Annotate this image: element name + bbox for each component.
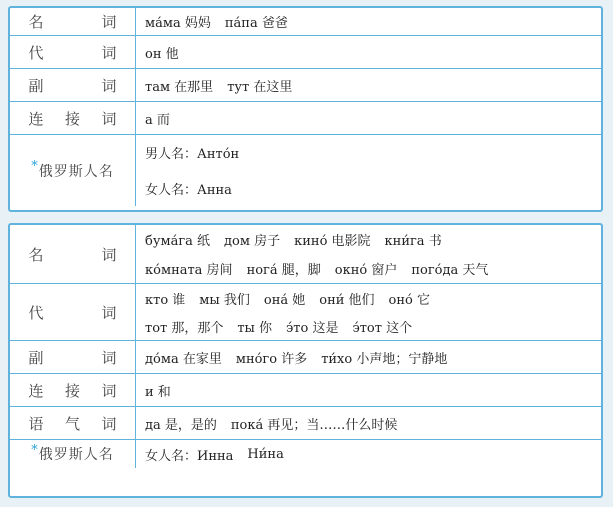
label-char: 词	[101, 414, 117, 433]
vocabulary-content	[136, 36, 601, 68]
part-of-speech-label	[10, 341, 136, 373]
table-row	[10, 284, 601, 341]
vocabulary-entry: до́ма 在家里	[145, 351, 222, 367]
vocabulary-line	[145, 407, 601, 439]
part-of-speech-label	[10, 36, 136, 68]
label-char: 名	[28, 245, 44, 264]
label-char: 连	[28, 109, 44, 128]
vocabulary-entry: мы 我们	[199, 292, 250, 308]
label-char: 代	[28, 43, 44, 62]
label-char: 词	[101, 76, 117, 95]
vocabulary-line	[145, 135, 601, 171]
vocabulary-line	[145, 171, 601, 207]
table-row	[10, 8, 601, 36]
label-char: 接	[64, 381, 80, 400]
label-char: 连	[28, 381, 44, 400]
vocabulary-line	[145, 284, 601, 312]
table-row	[10, 407, 601, 440]
vocabulary-entry: тот 那，那个	[145, 320, 224, 336]
vocabulary-entry: мно́го 许多	[235, 351, 308, 367]
asterisk-mark: *	[31, 442, 38, 458]
table-row	[10, 341, 601, 374]
label-text: 俄罗斯人名	[38, 163, 114, 180]
vocabulary-entry: ти́хо 小声地；宁静地	[321, 351, 448, 367]
asterisk-mark: *	[31, 159, 38, 174]
vocabulary-entry: 女人名：Анна	[145, 182, 232, 198]
label-char: 副	[28, 348, 44, 367]
vocabulary-entry: да 是，是的	[145, 417, 217, 433]
part-of-speech-label	[10, 69, 136, 101]
part-of-speech-label	[10, 225, 136, 283]
vocabulary-content	[136, 440, 601, 468]
vocabulary-entry: оно́ 它	[388, 292, 430, 308]
vocabulary-content	[136, 225, 601, 283]
vocabulary-line	[145, 312, 601, 340]
table-row	[10, 69, 601, 102]
vocabulary-entry: кни́га 书	[384, 234, 442, 249]
label-char: 词	[101, 245, 117, 264]
vocabulary-line	[145, 36, 601, 68]
vocabulary-content	[136, 407, 601, 439]
table-row	[10, 374, 601, 407]
vocabulary-line	[145, 225, 601, 254]
vocabulary-entry: э́тот 这个	[352, 320, 413, 336]
vocabulary-entry: 女人名：Инна	[145, 448, 234, 464]
label-char: 词	[101, 13, 117, 31]
table-row	[10, 440, 601, 468]
label-char: 词	[101, 381, 117, 400]
vocabulary-line	[145, 8, 601, 35]
vocabulary-entry: пого́да 天气	[411, 263, 489, 278]
label-char: 词	[101, 43, 117, 62]
label-char: 词	[101, 348, 117, 367]
vocabulary-entry: они́ 他们	[319, 292, 375, 308]
vocabulary-entry: кто 谁	[145, 292, 186, 308]
vocabulary-content	[136, 341, 601, 373]
vocabulary-entry: окно́ 窗户	[334, 263, 398, 278]
vocabulary-entry: 男人名：Анто́н	[145, 147, 240, 163]
vocabulary-entry: нога́ 腿，脚	[246, 263, 321, 278]
part-of-speech-label	[10, 8, 136, 35]
vocabulary-line	[145, 440, 601, 468]
vocabulary-entry: Ни́на	[247, 446, 284, 462]
vocabulary-table-1	[8, 6, 603, 212]
vocabulary-entry: дом 房子	[224, 234, 281, 249]
vocabulary-entry: ты 你	[237, 320, 273, 336]
label-char: 代	[28, 303, 44, 322]
table-row	[10, 102, 601, 135]
vocabulary-line	[145, 374, 601, 406]
vocabulary-entry: пока́ 再见；当……什么时候	[230, 417, 398, 433]
vocabulary-line	[145, 102, 601, 134]
vocabulary-content	[136, 135, 601, 206]
vocabulary-entry: э́то 这是	[286, 320, 339, 336]
vocabulary-entry: и 和	[145, 384, 171, 400]
table-row	[10, 225, 601, 284]
vocabulary-entry: он 他	[145, 46, 179, 62]
label-char: 词	[101, 109, 117, 128]
vocabulary-entry: тут 在这里	[227, 79, 293, 95]
vocabulary-entry: бума́га 纸	[145, 234, 211, 249]
vocabulary-line	[145, 341, 601, 373]
vocabulary-content	[136, 102, 601, 134]
vocabulary-entry: па́па 爸爸	[224, 16, 288, 31]
table-row	[10, 36, 601, 69]
label-char: 接	[64, 109, 80, 128]
vocabulary-content	[136, 374, 601, 406]
part-of-speech-label	[10, 284, 136, 340]
vocabulary-content	[136, 8, 601, 35]
vocabulary-entry: там 在那里	[145, 79, 214, 95]
vocabulary-line	[145, 69, 601, 101]
vocabulary-entry: ко́мната 房间	[145, 263, 233, 278]
part-of-speech-label	[10, 102, 136, 134]
label-char: 名	[28, 13, 44, 31]
label-char: 语	[28, 414, 44, 433]
vocabulary-entry: она́ 她	[263, 292, 306, 308]
label-text: 俄罗斯人名	[38, 447, 114, 463]
part-of-speech-label	[10, 374, 136, 406]
label-char: 副	[28, 76, 44, 95]
vocabulary-entry: ма́ма 妈妈	[145, 16, 211, 31]
part-of-speech-label	[10, 135, 136, 206]
vocabulary-content	[136, 284, 601, 340]
label-char: 气	[64, 414, 80, 433]
vocabulary-content	[136, 69, 601, 101]
part-of-speech-label	[10, 407, 136, 439]
vocabulary-entry: а 而	[145, 112, 170, 128]
vocabulary-line	[145, 254, 601, 283]
vocabulary-entry: кино́ 电影院	[294, 234, 371, 249]
label-char: 词	[101, 303, 117, 322]
vocabulary-table-2	[8, 223, 603, 498]
part-of-speech-label	[10, 440, 136, 468]
table-row	[10, 135, 601, 206]
